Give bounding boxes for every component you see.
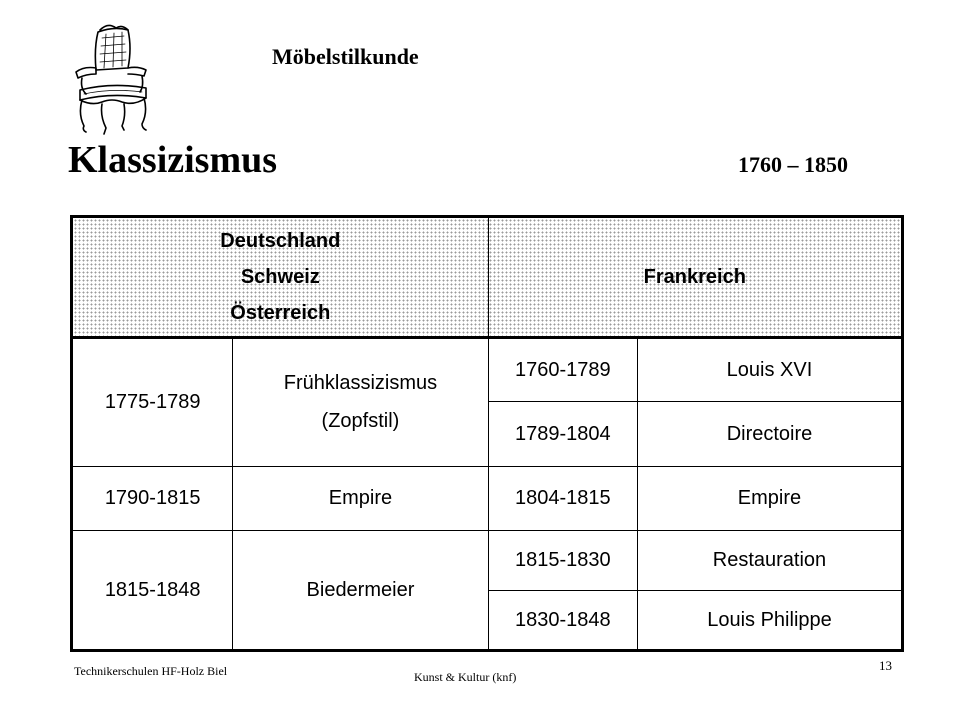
footer-school: Technikerschulen HF-Holz Biel — [74, 664, 228, 678]
page-title: Klassizismus — [68, 139, 278, 181]
fr-style-cell: Directoire — [637, 402, 902, 466]
table-row — [72, 338, 903, 402]
table-row — [72, 466, 903, 530]
header-title: Möbelstilkunde — [272, 44, 419, 69]
de-period-cell: 1790-1815 — [72, 466, 233, 530]
de-style-cell: Biedermeier — [233, 530, 488, 650]
table-row — [72, 530, 903, 590]
header-country: Österreich — [230, 302, 331, 325]
table-header-row — [72, 217, 903, 338]
de-style-line: Frühklassizismus — [283, 372, 438, 395]
header-cell-countries-left — [72, 217, 489, 338]
page-number: 13 — [879, 658, 892, 673]
de-period-cell: 1775-1789 — [72, 338, 233, 466]
style-periods-table — [70, 215, 904, 652]
de-style-cell: Empire — [233, 466, 488, 530]
fr-period-cell: 1789-1804 — [488, 402, 637, 466]
header-country: Deutschland — [220, 230, 341, 253]
header-cell-france: Frankreich — [488, 217, 902, 338]
fr-period-cell: 1815-1830 — [488, 530, 637, 590]
de-style-cell — [233, 338, 488, 466]
footer-course: Kunst & Kultur (knf) — [414, 670, 517, 684]
de-period-cell: 1815-1848 — [72, 530, 233, 650]
fr-style-cell: Louis XVI — [637, 338, 902, 402]
date-range: 1760 – 1850 — [738, 152, 848, 177]
fr-period-cell: 1760-1789 — [488, 338, 637, 402]
fr-style-cell: Empire — [637, 466, 902, 530]
fr-period-cell: 1804-1815 — [488, 466, 637, 530]
fr-period-cell: 1830-1848 — [488, 590, 637, 650]
fr-style-cell: Louis Philippe — [637, 590, 902, 650]
fr-style-cell: Restauration — [637, 530, 902, 590]
header-country: Schweiz — [240, 266, 320, 289]
de-style-line: (Zopfstil) — [321, 410, 400, 433]
chair-illustration — [62, 18, 158, 138]
